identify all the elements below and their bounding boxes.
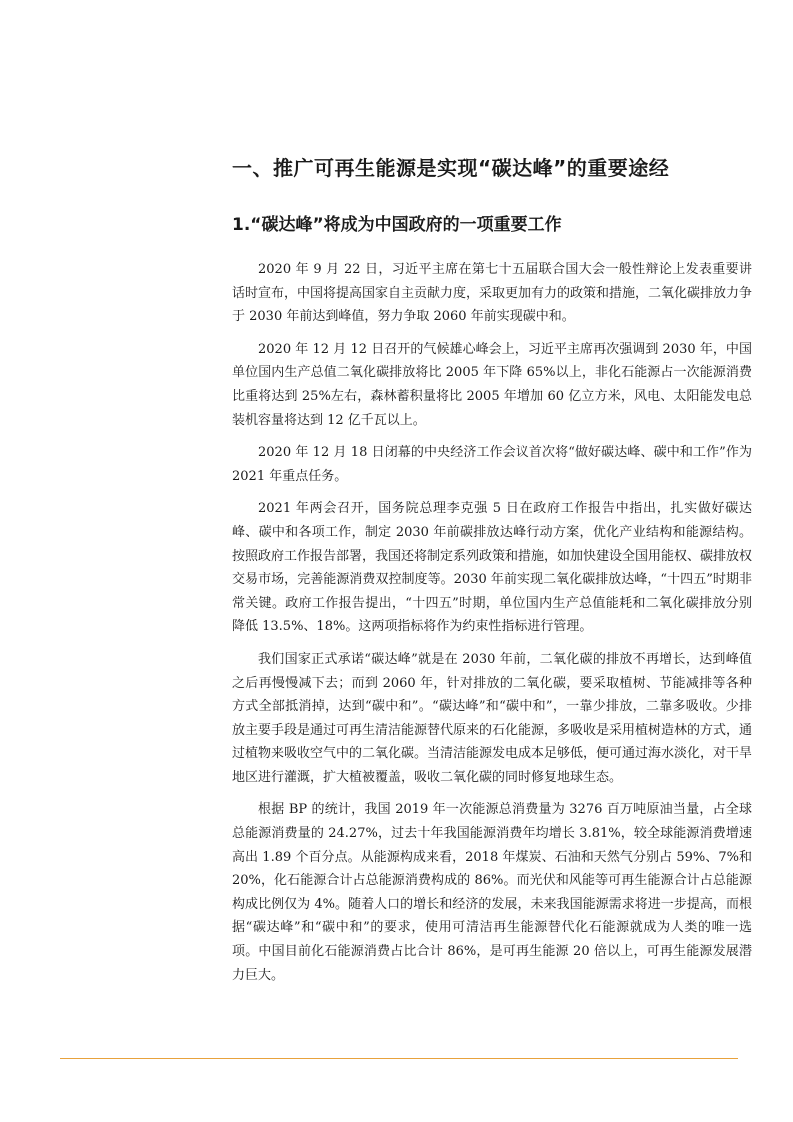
paragraph-4: 2021 年两会召开，国务院总理李克强 5 日在政府工作报告中指出，扎实做好碳达峰、碳中和各项工作，制定 2030 年前碳排放达峰行动方案，优化产业结构和能源结构。按照政府工作报告部署，我国还将制定系列政策和措施，如加快建设全国用能权、碳排放权交易市场，完善能源消费双控制度等。2030 年前实现二氧化碳排放达峰，“十四五”时期非常关键。政府工作报告提出，“十四五”时期，单位国内生产总值能耗和二氧化碳排放分别降低 13.5%、18%。这两项指标将作为约束性指标进行管理。 — [232, 501, 753, 635]
paragraph-2: 2020 年 12 月 12 日召开的气候雄心峰会上，习近平主席再次强调到 2030 年，中国单位国内生产总值二氧化碳排放将比 2005 年下降 65%以上，非化石能源占一次能源消费比重将达到 25%左右，森林蓄积量将比 2005 年增加 60 亿立方米，风电、太阳能发电总装机容量将达到 12 亿千瓦以上。 — [232, 341, 752, 428]
subsection-title: 1.“碳达峰”将成为中国政府的一项重要工作 — [232, 215, 562, 235]
paragraph-6: 根据 BP 的统计，我国 2019 年一次能源总消费量为 3276 百万吨原油当量，占全球总能源消费量的 24.27%，过去十年我国能源消费年均增长 3.81%，较全球能源消费增速高出 1.89 个百分点。从能源构成来看，2018 年煤炭、石油和天然气分别占 59%、7%和 20%，化石能源合计占总能源消费构成的 86%。而光伏和风能等可再生能源合计占总能源构成比例仅为 4%。随着人口的增长和经济的发展，未来我国能源需求将进一步提高，而根据“碳达峰”和“碳中和”的要求，使用可清洁再生能源替代化石能源就成为人类的唯一选项。中国目前化石能源消费占比合计 86%，是可再生能源 20 倍以上，可再生能源发展潜力巨大。 — [232, 802, 752, 983]
footer-rule — [60, 1058, 738, 1059]
paragraph-1: 2020 年 9 月 22 日，习近平主席在第七十五届联合国大会一般性辩论上发表重要讲话时宣布，中国将提高国家自主贡献力度，采取更加有力的政策和措施，二氧化碳排放力争于 2030 年前达到峰值，努力争取 2060 年前实现碳中和。 — [232, 262, 753, 325]
paragraph-5: 我们国家正式承诺“碳达峰”就是在 2030 年前，二氧化碳的排放不再增长，达到峰值之后再慢慢减下去；而到 2060 年，针对排放的二氧化碳，要采取植树、节能减排等各种方式全部抵消掉，达到“碳中和”。“碳达峰”和“碳中和”，一靠少排放，二靠多吸收。少排放主要手段是通过可再生清洁能源替代原来的石化能源，多吸收是采用植树造林的方式，通过植物来吸收空气中的二氧化碳。当清洁能源发电成本足够低，便可通过海水淡化，对干旱地区进行灌溉，扩大植被覆盖，吸收二氧化碳的同时修复地球生态。 — [232, 651, 753, 785]
body-text — [232, 258, 752, 996]
paragraph-3: 2020 年 12 月 18 日闭幕的中央经济工作会议首次将“做好碳达峰、碳中和工作”作为 2021 年重点任务。 — [232, 445, 752, 484]
section-title: 一、推广可再生能源是实现“碳达峰”的重要途经 — [232, 156, 670, 180]
